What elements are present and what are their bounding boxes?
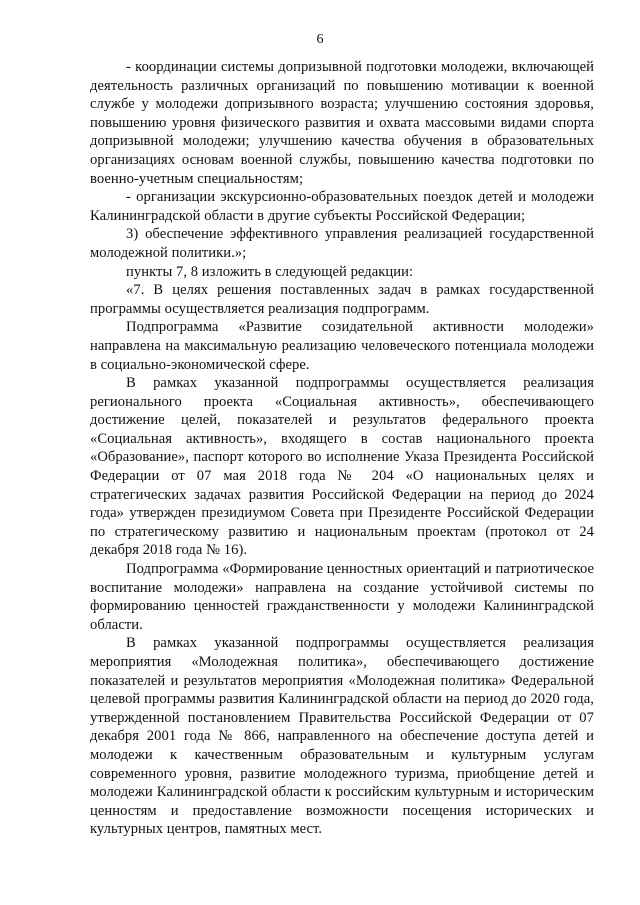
paragraph-policy-management: 3) обеспечение эффективного управления реализацией государственной молодежной политики.»; [90,226,594,261]
paragraph-youth-policy-event: В рамках указанной подпрограммы осуществляется реализация мероприятия «Молодежная политика», обеспечивающего достижение показателей и результатов мероприятия «Молодежная политика» Федеральной целевой программы развития Калининградской области на период до 2020 года, утвержденной постановлением Правительства Российской Федерации от 07 декабря 2001 года № 866, направленного на обеспечение доступа детей и молодежи к качественным образовательным и культурным услугам современного уровня, развитие молодежного туризма, приобщение детей и молодежи Калининградской области к российским культурным и историческим ценностям и предоставление возможности посещения исторических и культурных центров, памятных мест. [90,635,594,838]
paragraph-item-7: «7. В целях решения поставленных задач в рамках государственной программы осуществляется реализация подпрограмм. [90,282,594,317]
paragraph-amendment-intro: пункты 7, 8 изложить в следующей редакции: [126,263,414,280]
paragraph-excursion-trips: - организации экскурсионно-образовательных поездок детей и молодежи Калининградской области в другие субъекты Российской Федерации; [90,189,594,224]
paragraph-subprogram-patriotic-education: Подпрограмма «Формирование ценностных ориентаций и патриотическое воспитание молодежи» направлена на создание устойчивой системы по формированию ценностей гражданственности у молодежи Калининградской области. [90,561,594,633]
document-body [90,58,594,839]
paragraph-subprogram-creative-activity: Подпрограмма «Развитие созидательной активности молодежи» направлена на максимальную реализацию человеческого потенциала молодежи в социально-экономической сфере. [90,319,594,373]
paragraph-premilitary-training: - координации системы допризывной подготовки молодежи, включающей деятельность различных организаций по повышению мотивации к военной службе у молодежи допризывного возраста; улучшению состояния здоровья, повышению уровня физического развития и охвата массовыми видами спорта допризывной молодежи; улучшению качества обучения в образовательных организациях основам военной службы, повышению качества подготовки по военно-учетным специальностям; [90,59,594,187]
paragraph-regional-project-social-activity: В рамках указанной подпрограммы осуществляется реализация регионального проекта «Социальная активность», обеспечивающего достижение целей, показателей и результатов федерального проекта «Социальная активность», входящего в состав национального проекта «Образование», паспорт которого во исполнение Указа Президента Российской Федерации от 07 мая 2018 года № 204 «О национальных целях и стратегических задачах развития Российской Федерации на период до 2024 года» утвержден президиумом Совета при Президенте Российской Федерации по стратегическому развитию и национальным проектам (протокол от 24 декабря 2018 года № 16). [90,375,594,559]
page-number: 6 [316,32,324,47]
